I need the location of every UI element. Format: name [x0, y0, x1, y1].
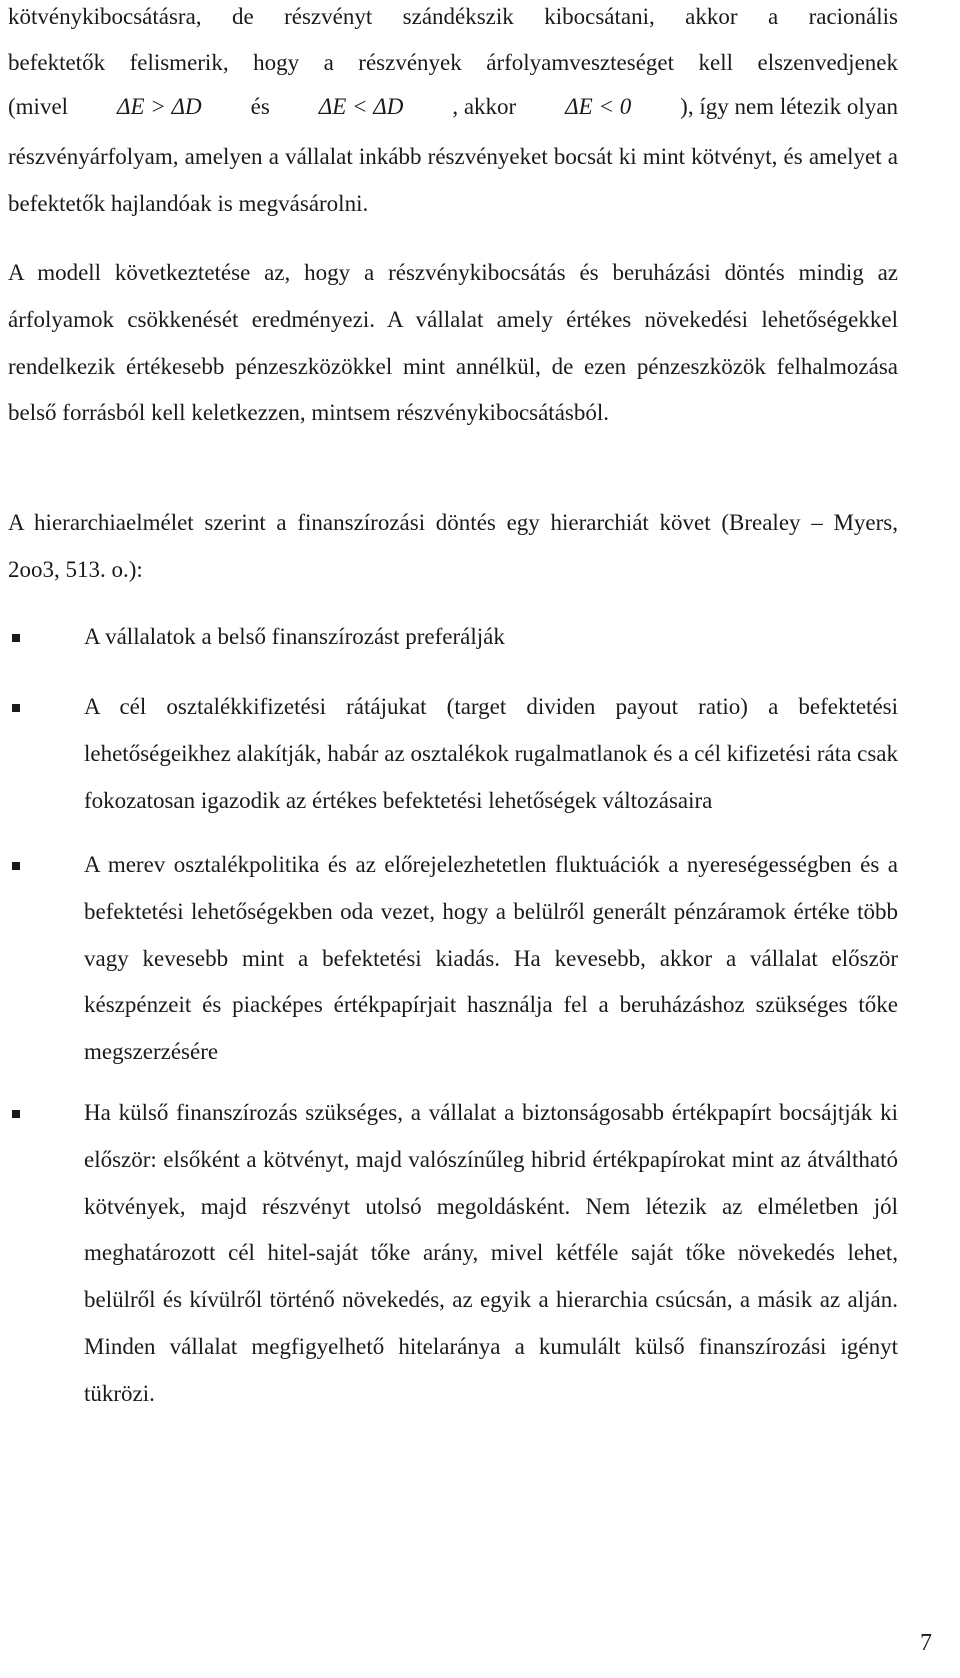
bullet-text: A vállalatok a belső finanszírozást preferálják [84, 624, 505, 649]
math-line-rest: ), így nem létezik olyan [680, 94, 898, 119]
square-bullet-icon [12, 862, 20, 870]
square-bullet-icon [12, 704, 20, 712]
math-line-and: és [250, 94, 270, 119]
paragraph-1-line-2: befektetők felismerik, hogy a részvények árfolyamveszteséget kell elszenvedjenek [8, 50, 898, 75]
paragraph-2: A modell következtetése az, hogy a részvénykibocsátás és beruházási döntés mindig az árfolyamok csökkenését eredményezi. A vállalat amely értékes növekedési lehetőségekkel rendelkezik értékesebb pénzeszközökkel mint annélkül, de ezen pénzeszközök felhalmozása belső forrásból kell keletkezzen, mintsem részvénykibocsátásból. [8, 260, 898, 426]
math-comparison: ΔE < ΔD [318, 94, 404, 119]
bullet-text: A cél osztalékkifizetési rátájukat (target dividen payout ratio) a befektetési lehetőségeikhez alakítják, habár az osztalékok rugalmatlanok és a cél kifizetési ráta csak fokozatosan igazodik az értékes befektetési lehetőségek változásaira [84, 694, 898, 813]
paragraph-1-math-line [8, 84, 898, 131]
bullet-text: Ha külső finanszírozás szükséges, a vállalat a biztonságosabb értékpapírt bocsájtják ki először: elsőként a kötvényt, majd valószínűleg hibrid értékpapírokat mint az átváltható kötvények, majd részvényt utolsó megoldásként. Nem létezik az elméletben jól meghatározott cél hitel-saját tőke arány, mivel kétféle saját tőke növekedés lehet, belülről és kívülről történő növekedés, az egyik a hierarchia csúcsán, a másik az alján. Minden vállalat megfigyelhető hitelaránya a kumulált külső finanszírozási igényt tükrözi. [84, 1100, 898, 1406]
paragraph-3: A hierarchiaelmélet szerint a finanszírozási döntés egy hierarchiát követ (Brealey – Myers, 2oo3, 513. o.): [8, 510, 898, 582]
page-number: 7 [920, 1630, 932, 1656]
bullet-text: A merev osztalékpolitika és az előrejelezhetetlen fluktuációk a nyereségességben és a befektetési lehetőségekben oda vezet, hogy a belülről generált pénzáramok értéke több vagy kevesebb mint a befektetési kiadás. Ha kevesebb, akkor a vállalat először készpénzeit és piacképes értékpapírjait használja fel a beruházáshoz szükséges tőke megszerzésére [84, 852, 898, 1065]
paragraph-1-line-1: kötvénykibocsátásra, de részvényt szándékszik kibocsátani, akkor a racionális [8, 4, 898, 29]
square-bullet-icon [12, 634, 20, 642]
math-abs-comparison: ΔE > ΔD [116, 94, 202, 119]
square-bullet-icon [12, 1110, 20, 1118]
math-line-then: , akkor [452, 94, 517, 119]
math-line-open: (mivel [8, 94, 69, 119]
paragraph-1-rest: részvényárfolyam, amelyen a vállalat inkább részvényeket bocsát ki mint kötvényt, és amelyet a befektetők hajlandóak is megvásárolni. [8, 144, 898, 216]
math-negative: ΔE < 0 [565, 94, 632, 119]
